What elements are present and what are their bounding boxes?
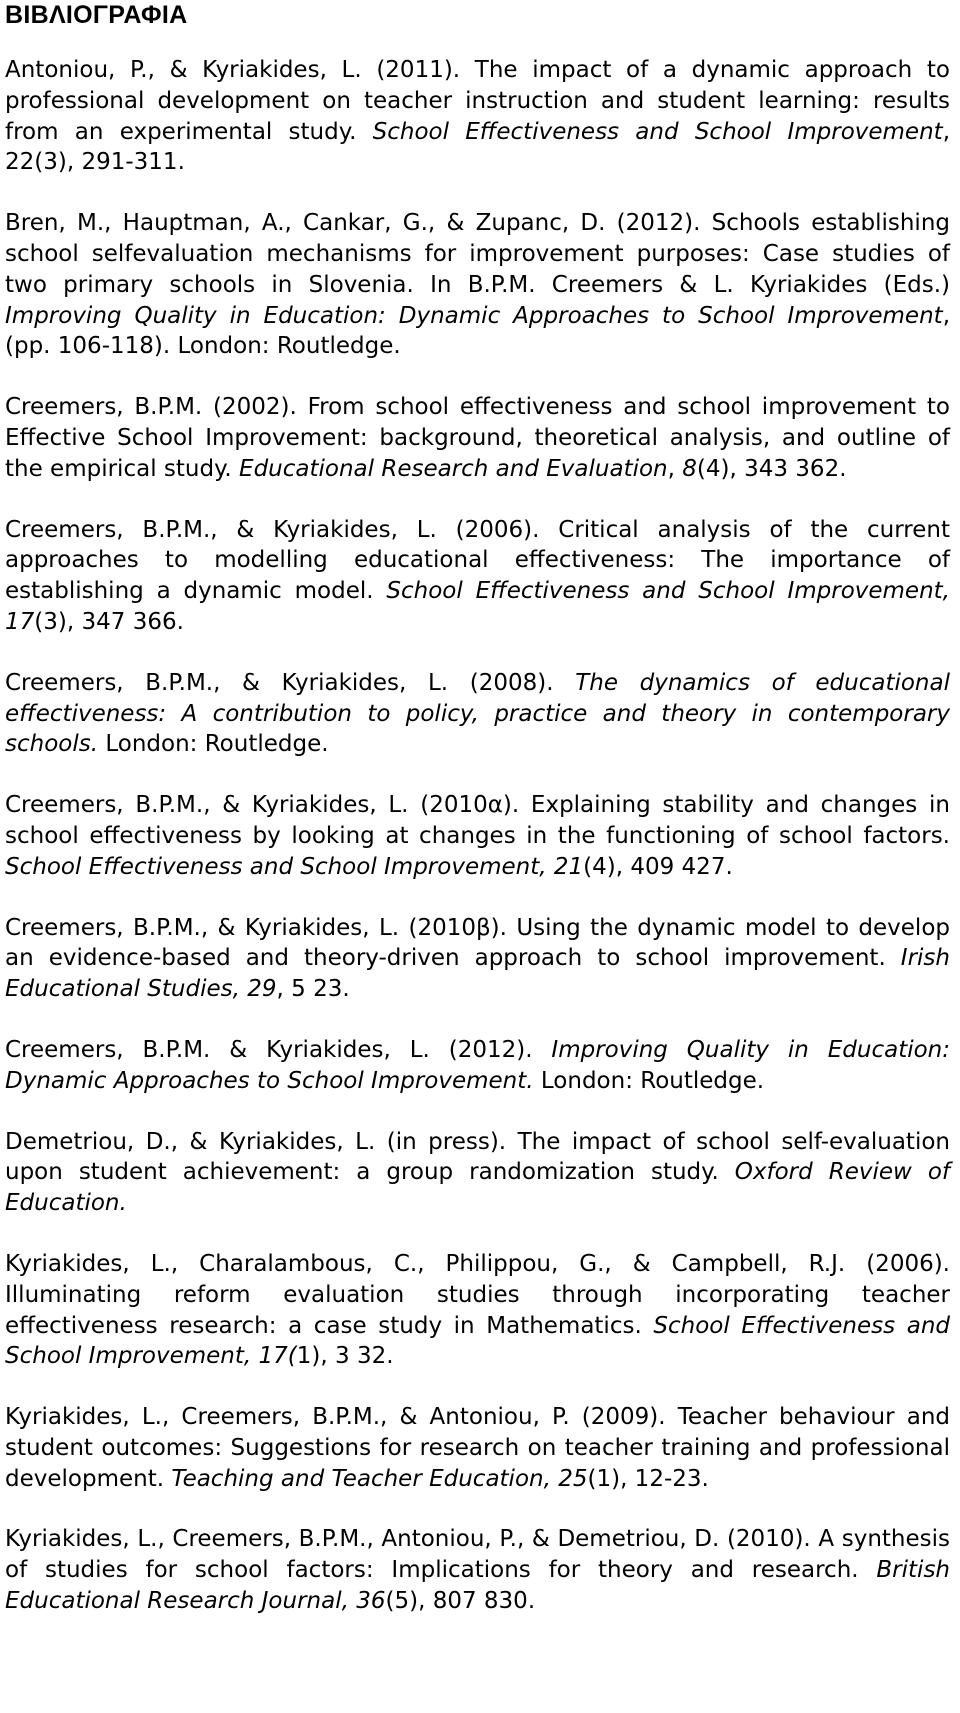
reference-entry [5, 392, 950, 484]
reference-title-italic: The dynamics of educational effectiveness: A contribution to policy, practice and theory in contemporary schools. [5, 669, 950, 758]
reference-text: Creemers, B.P.M. (2002). From school effectiveness and school improvement to Effective School Improvement: background, theoretical analysis, and outline of the empirical study. [5, 394, 950, 482]
reference-text: (4), 409 427. [583, 853, 733, 880]
reference-title-italic: School Effectiveness and School Improvement, 17 [5, 578, 950, 635]
reference-text: (5), 807 830. [385, 1588, 536, 1615]
reference-title-italic: Oxford Review of Education. [5, 1159, 950, 1217]
reference-text: Creemers, B.P.M., & Kyriakides, L. (2010α). Explaining stability and changes in school effectiveness by looking at changes in the functioning of school factors. [5, 792, 950, 849]
reference-entry [5, 1035, 950, 1097]
reference-text: Creemers, B.P.M., & Kyriakides, L. (2010β). Using the dynamic model to develop an evidence-based and theory-driven approach to school improvement. [5, 914, 950, 972]
reference-text: 1), 3 32. [296, 1343, 394, 1370]
reference-title-italic: School Effectiveness and School Improvement, 17( [5, 1312, 950, 1370]
reference-text: , 22(3), 291-311. [5, 118, 950, 176]
page-title: ΒΙΒΛΙΟΓΡΑΦΙΑ [5, 1, 188, 29]
reference-title-italic: 8 [682, 455, 697, 482]
reference-title-italic: Irish Educational Studies, 29 [5, 945, 950, 1003]
reference-entry [5, 790, 950, 882]
reference-list [5, 55, 950, 1617]
bibliography-page [5, 0, 950, 1617]
reference-text: , [667, 455, 683, 482]
reference-title-italic: British Educational Research Journal, 36 [5, 1557, 950, 1615]
reference-entry [5, 1524, 950, 1616]
reference-title-italic: Educational Research and Evaluation [239, 455, 668, 482]
reference-text: Creemers, B.P.M., & Kyriakides, L. (2006). Critical analysis of the current approaches to modelling educational effectiveness: The importance of establishing a dynamic model. [5, 516, 950, 605]
reference-entry [5, 208, 950, 362]
reference-text: Kyriakides, L., Creemers, B.P.M., Antoniou, P., & Demetriou, D. (2010). A synthesis of studies for school factors: Implications for theory and research. [5, 1526, 950, 1584]
reference-title-italic: School Effectiveness and School Improvement, 21 [5, 853, 584, 880]
reference-entry [5, 55, 950, 178]
reference-title-italic: Improving Quality in Education: Dynamic Approaches to School Improvement. [5, 1036, 950, 1094]
reference-text: (1), 12-23. [587, 1465, 709, 1492]
reference-title-italic: School Effectiveness and School Improvement [372, 118, 943, 145]
reference-text: , 5 23. [276, 976, 350, 1003]
reference-text: Creemers, B.P.M. & Kyriakides, L. (2012). [5, 1036, 552, 1063]
reference-entry [5, 668, 950, 760]
reference-text: Creemers, B.P.M., & Kyriakides, L. (2008). [5, 669, 576, 696]
reference-entry [5, 1249, 950, 1372]
reference-text: London: Routledge. [98, 731, 329, 758]
reference-text: London: Routledge. [533, 1067, 765, 1094]
reference-text: Kyriakides, L., Creemers, B.P.M., & Antoniou, P. (2009). Teacher behaviour and student outcomes: Suggestions for research on teacher training and professional development. [5, 1404, 950, 1492]
reference-entry [5, 1127, 950, 1219]
reference-entry [5, 1402, 950, 1494]
reference-text: , (pp. 106-118). London: Routledge. [5, 302, 950, 360]
reference-text: Antoniou, P., & Kyriakides, L. (2011). The impact of a dynamic approach to professional development on teacher instruction and student learning: results from an experimental study. [5, 57, 950, 145]
reference-text: Bren, M., Hauptman, A., Cankar, G., & Zupanc, D. (2012). Schools establishing school selfevaluation mechanisms for improvement purposes: Case studies of two primary schools in Slovenia. In B.P.M. Creemers & L. Kyriakides (Eds.) [5, 210, 950, 298]
reference-text: Demetriou, D., & Kyriakides, L. (in press). The impact of school self-evaluation upon student achievement: a group randomization study. [5, 1128, 950, 1186]
reference-text: (3), 347 366. [34, 608, 184, 635]
reference-text: Kyriakides, L., Charalambous, C., Philippou, G., & Campbell, R.J. (2006). Illuminating reform evaluation studies through incorporating teacher effectiveness research: a case study in Mathematics. [5, 1250, 950, 1339]
reference-title-italic: Teaching and Teacher Education, 25 [171, 1465, 588, 1492]
reference-title-italic: Improving Quality in Education: Dynamic Approaches to School Improvement [5, 302, 943, 329]
reference-entry [5, 515, 950, 638]
reference-text: (4), 343 362. [696, 455, 847, 482]
reference-entry [5, 913, 950, 1005]
